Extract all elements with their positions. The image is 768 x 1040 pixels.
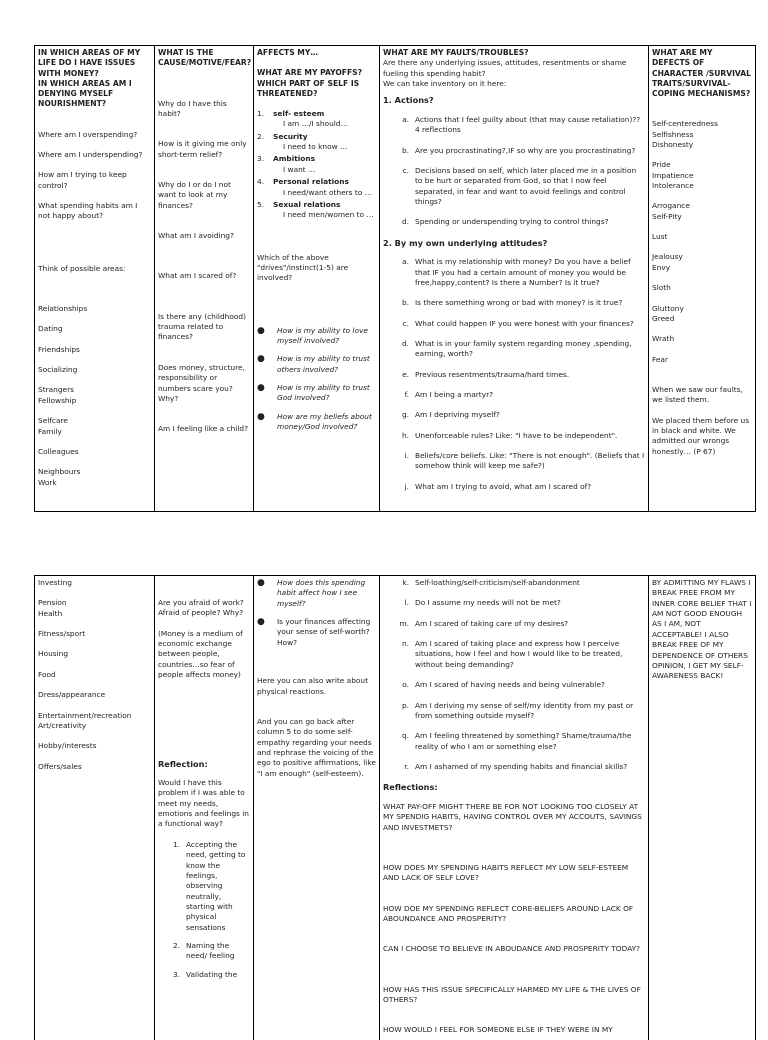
list-item: 2. Naming the need/ feeling bbox=[158, 941, 250, 962]
list-item: b. Is there something wrong or bad with money? is it true? bbox=[383, 298, 645, 308]
list-item: h. Unenforceable rules? Like: "I have to be independent". bbox=[383, 431, 645, 441]
question-text: Where am I underspending? bbox=[38, 150, 151, 160]
note-text: We placed them before us in black and white. We admitted our wrongs honestly… (P 67) bbox=[652, 416, 752, 457]
area-item: Work bbox=[38, 478, 151, 488]
defect-item: Selfishness bbox=[652, 130, 752, 140]
question-text: Why do I have this habit? bbox=[158, 99, 250, 120]
defect-item: Fear bbox=[652, 355, 752, 365]
area-item: Relationships bbox=[38, 304, 151, 314]
reflections-title: Reflections: bbox=[383, 782, 645, 793]
list-item: 2. Security I need to know … bbox=[257, 132, 376, 153]
list-item: a. Actions that I feel guilty about (that may cause retaliation)?? 4 reflections bbox=[383, 115, 645, 136]
defect-item: Impatience bbox=[652, 171, 752, 181]
bullet-icon: ● bbox=[257, 326, 277, 347]
section-title: 1. Actions? bbox=[383, 95, 645, 106]
area-item: Dating bbox=[38, 324, 151, 334]
area-item: Strangers bbox=[38, 385, 151, 395]
question-text: What spending habits am I not happy about? bbox=[38, 201, 151, 222]
list-item: d. What is in your family system regarding money ,spending, earning, worth? bbox=[383, 339, 645, 360]
list-item: q. Am I feeling threatened by something? Shame/trauma/the reality of who I am or something else? bbox=[383, 731, 645, 752]
list-item: e. Previous resentments/trauma/hard times. bbox=[383, 370, 645, 380]
closing-statement: BY ADMITTING MY FLAWS I BREAK FREE FROM MY INNER CORE BELIEF THAT I AM NOT GOOD ENOUGH AS I AM, NOT ACCEPTABLE! I ALSO BREAK FREE OF MY DEPENDENCE OF OTHERS OPINION, I GET MY SELF-AWARENESS BACK! bbox=[652, 578, 752, 682]
note-text: (Money is a medium of economic exchange between people, countries…so fear of people affects money) bbox=[158, 629, 250, 681]
reflection-question: HOW HAS THIS ISSUE SPECIFICALLY HARMED MY LIFE & THE LIVES OF OTHERS? bbox=[383, 985, 645, 1006]
reflection-question: HOW DOES MY SPENDING HABITS REFLECT MY LOW SELF-ESTEEM AND LACK OF SELF LOVE? bbox=[383, 863, 645, 884]
note-text: When we saw our faults, we listed them. bbox=[652, 385, 752, 406]
area-item: Entertainment/recreation bbox=[38, 711, 151, 721]
area-item: Family bbox=[38, 427, 151, 437]
bullet-icon: ● bbox=[257, 383, 277, 404]
list-item: 3. Ambitions I want … bbox=[257, 154, 376, 175]
list-item: 5. Sexual relations I need men/women to … bbox=[257, 200, 376, 221]
intro-text: Are there any underlying issues, attitudes, resentments or shame fueling this spending habit? bbox=[383, 58, 645, 79]
drives-question: Which of the above "drives"/instinct(1-5) are involved? bbox=[257, 253, 376, 284]
drives-list bbox=[257, 109, 376, 221]
attitudes-list bbox=[383, 257, 645, 492]
question-text: Why do I or do I not want to look at my finances? bbox=[158, 180, 250, 211]
column-cause-continued bbox=[155, 576, 254, 1040]
list-item: l. Do I assume my needs will not be met? bbox=[383, 598, 645, 608]
list-item: 4. Personal relations I need/want others to … bbox=[257, 177, 376, 198]
question-text: Where am I overspending? bbox=[38, 130, 151, 140]
inventory-table-page-2 bbox=[34, 575, 756, 1040]
reflection-steps bbox=[158, 840, 250, 980]
list-item: m. Am I scared of taking care of my desires? bbox=[383, 619, 645, 629]
area-item: Offers/sales bbox=[38, 762, 151, 772]
list-item: k. Self-loathing/self-criticism/self-abandonment bbox=[383, 578, 645, 588]
question-text: Is there any (childhood) trauma related to finances? bbox=[158, 312, 250, 343]
area-item: Health bbox=[38, 609, 151, 619]
question-text: Are you afraid of work? Afraid of people? Why? bbox=[158, 598, 250, 619]
list-item: r. Am I ashamed of my spending habits and financial skills? bbox=[383, 762, 645, 772]
list-item: c. Decisions based on self, which later placed me in a position to be hurt or separated from God, so that I now feel separated, in fear and want to avoid feelings and control things? bbox=[383, 166, 645, 207]
list-item: d. Spending or underspending trying to control things? bbox=[383, 217, 645, 227]
defect-item: Pride bbox=[652, 160, 752, 170]
column-defects bbox=[649, 46, 756, 512]
list-item: 3. Validating the bbox=[158, 970, 250, 980]
defect-item: Self-Pity bbox=[652, 212, 752, 222]
question-text: How am I trying to keep control? bbox=[38, 170, 151, 191]
column-payoffs-continued bbox=[254, 576, 380, 1040]
reflection-question: WHAT PAY-OFF MIGHT THERE BE FOR NOT LOOKING TOO CLOSELY AT MY SPENDIG HABITS, HAVING CONTROL OVER MY ACCOUTS, SAVINGS AND INVESTMETS? bbox=[383, 802, 645, 833]
bullet-list bbox=[257, 326, 376, 433]
column-defects-continued bbox=[649, 576, 756, 1040]
list-item: 1. Accepting the need, getting to know the feelings, observing neutrally, starting with physical sensations bbox=[158, 840, 250, 933]
question-text: Does money, structure, responsibility or numbers scare you? Why? bbox=[158, 363, 250, 404]
list-item: 1. self- esteem I am …/I should… bbox=[257, 109, 376, 130]
area-item: Hobby/interests bbox=[38, 741, 151, 751]
defect-item: Greed bbox=[652, 314, 752, 324]
column-header-faults: WHAT ARE MY FAULTS/TROUBLES? bbox=[383, 48, 645, 58]
list-item: ● How is my ability to trust God involved? bbox=[257, 383, 376, 404]
area-item: Food bbox=[38, 670, 151, 680]
bullet-icon: ● bbox=[257, 412, 277, 433]
reflection-title: Reflection: bbox=[158, 759, 250, 770]
list-item: p. Am I deriving my sense of self/my identity from my past or from something outside myself? bbox=[383, 701, 645, 722]
area-item: Pension bbox=[38, 598, 151, 608]
area-item: Housing bbox=[38, 649, 151, 659]
column-header-areas: IN WHICH AREAS OF MY LIFE DO I HAVE ISSUES WITH MONEY? bbox=[38, 48, 151, 79]
defect-item: Dishonesty bbox=[652, 140, 752, 150]
area-item: Friendships bbox=[38, 345, 151, 355]
attitudes-list-continued bbox=[383, 578, 645, 772]
column-areas-continued bbox=[35, 576, 155, 1040]
bullet-icon: ● bbox=[257, 617, 277, 648]
bullet-icon: ● bbox=[257, 578, 277, 609]
defect-item: Gluttony bbox=[652, 304, 752, 314]
list-item: ● How is my ability to love myself involved? bbox=[257, 326, 376, 347]
list-item: ● How is my ability to trust others involved? bbox=[257, 354, 376, 375]
question-text: What am I scared of? bbox=[158, 271, 250, 281]
area-item: Fellowship bbox=[38, 396, 151, 406]
area-item: Selfcare bbox=[38, 416, 151, 426]
column-header-defects: WHAT ARE MY DEFECTS OF CHARACTER /SURVIVAL TRAITS/SURVIVAL-COPING MECHANISMS? bbox=[652, 48, 752, 99]
reflection-question: CAN I CHOOSE TO BELIEVE IN ABOUDANCE AND PROSPERITY TODAY? bbox=[383, 944, 645, 954]
list-item: j. What am I trying to avoid, what am I scared of? bbox=[383, 482, 645, 492]
areas-intro: Think of possible areas: bbox=[38, 264, 151, 274]
question-text: What am I avoiding? bbox=[158, 231, 250, 241]
defect-item: Self-centeredness bbox=[652, 119, 752, 129]
column-header-nourishment: IN WHICH AREAS AM I DENYING MYSELF NOURISHMENT? bbox=[38, 79, 151, 110]
list-item: o. Am I scared of having needs and being vulnerable? bbox=[383, 680, 645, 690]
defect-item: Wrath bbox=[652, 334, 752, 344]
list-item: b. Are you procrastinating?,IF so why are you procrastinating? bbox=[383, 146, 645, 156]
defect-item: Sloth bbox=[652, 283, 752, 293]
area-item: Fitness/sport bbox=[38, 629, 151, 639]
note-text: Here you can also write about physical reactions. bbox=[257, 676, 376, 697]
bullet-list bbox=[257, 578, 376, 648]
defect-item: Envy bbox=[652, 263, 752, 273]
defect-item: Arrogance bbox=[652, 201, 752, 211]
note-text: And you can go back after column 5 to do some self-empathy regarding your needs and rephrase the voicing of the ego to positive affirmations, like "I am enough" (self-esteem). bbox=[257, 717, 376, 779]
reflection-question: HOW DOE MY SPENDING REFLECT CORE-BELIEFS AROUND LACK OF ABOUNDANCE AND PROSPERITY? bbox=[383, 904, 645, 925]
inventory-table-page-1 bbox=[34, 45, 756, 512]
list-item: ● How does this spending habit affect how I see myself? bbox=[257, 578, 376, 609]
column-cause bbox=[155, 46, 254, 512]
list-item: a. What is my relationship with money? Do you have a belief that IF you had a certain amount of money you would be free,happy,content? Is there a Number? Is it true? bbox=[383, 257, 645, 288]
reflection-intro: Would I have this problem if I was able to meet my needs, emotions and feelings in a functional way? bbox=[158, 778, 250, 830]
intro-text: We can take inventory on it here: bbox=[383, 79, 645, 89]
area-item: Dress/appearance bbox=[38, 690, 151, 700]
list-item: f. Am I being a martyr? bbox=[383, 390, 645, 400]
actions-list bbox=[383, 115, 645, 228]
column-header-affects: AFFECTS MY… bbox=[257, 48, 376, 58]
column-faults-continued bbox=[380, 576, 649, 1040]
list-item: c. What could happen IF you were honest with your finances? bbox=[383, 319, 645, 329]
defect-item: Intolerance bbox=[652, 181, 752, 191]
column-payoffs bbox=[254, 46, 380, 512]
list-item: ● Is your finances affecting your sense of self-worth? How? bbox=[257, 617, 376, 648]
column-faults bbox=[380, 46, 649, 512]
column-areas bbox=[35, 46, 155, 512]
column-header-payoffs: WHAT ARE MY PAYOFFS? WHICH PART OF SELF IS THREATENED? bbox=[257, 68, 376, 99]
reflection-question: HOW WOULD I FEEL FOR SOMEONE ELSE IF THEY WERE IN MY bbox=[383, 1025, 645, 1035]
area-item: Art/creativity bbox=[38, 721, 151, 731]
list-item: n. Am I scared of taking place and express how I perceive situations, how I feel and how I would like to be treated, without being demanding? bbox=[383, 639, 645, 670]
list-item: g. Am I depriving myself? bbox=[383, 410, 645, 420]
area-item: Investing bbox=[38, 578, 151, 588]
question-text: How is it giving me only short-term relief? bbox=[158, 139, 250, 160]
area-item: Socializing bbox=[38, 365, 151, 375]
bullet-icon: ● bbox=[257, 354, 277, 375]
defect-item: Lust bbox=[652, 232, 752, 242]
list-item: i. Beliefs/core beliefs. Like: "There is not enough". (Beliefs that I somehow think will keep me safe?) bbox=[383, 451, 645, 472]
area-item: Colleagues bbox=[38, 447, 151, 457]
area-item: Neighbours bbox=[38, 467, 151, 477]
section-title: 2. By my own underlying attitudes? bbox=[383, 238, 645, 249]
defect-item: Jealousy bbox=[652, 252, 752, 262]
question-text: Am I feeling like a child? bbox=[158, 424, 250, 434]
list-item: ● How are my beliefs about money/God involved? bbox=[257, 412, 376, 433]
column-header-cause: WHAT IS THE CAUSE/MOTIVE/FEAR? bbox=[158, 48, 250, 69]
